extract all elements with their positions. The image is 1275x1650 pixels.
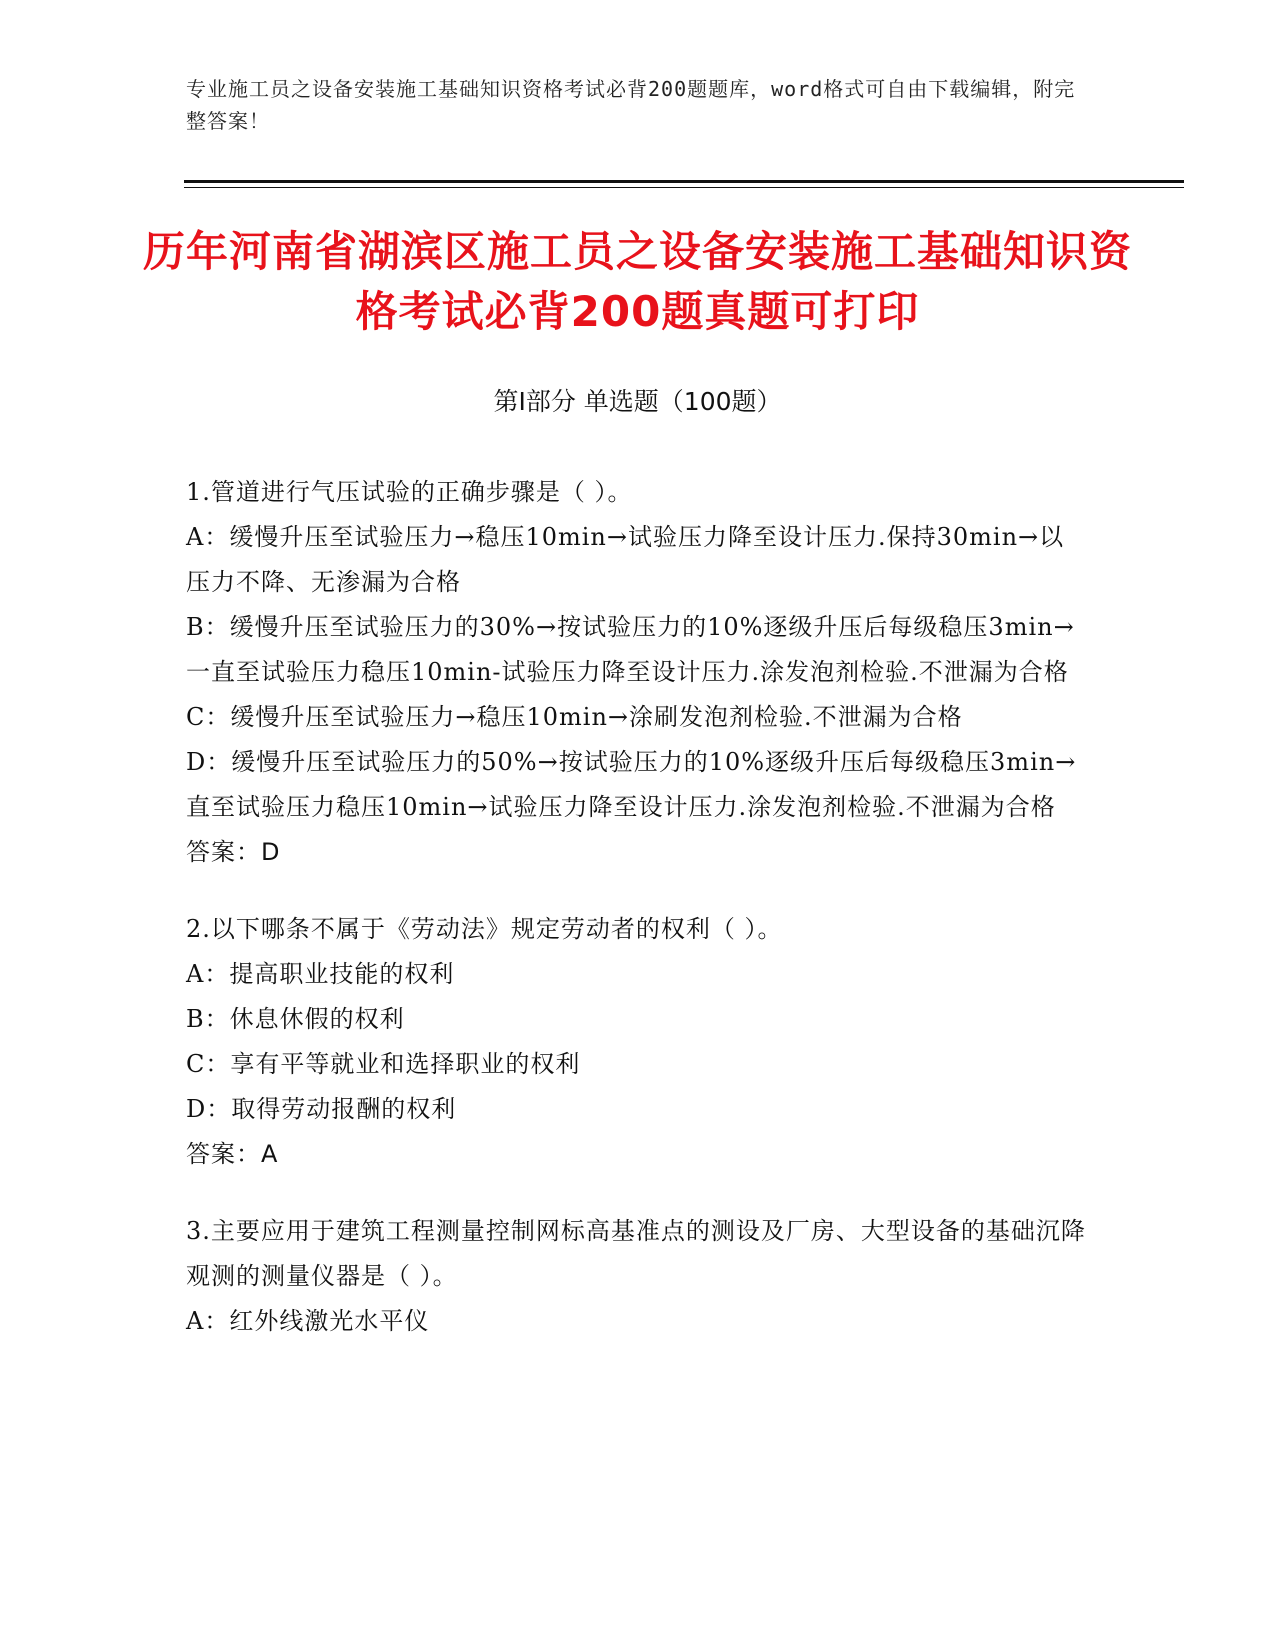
answer: 答案：A [186,1140,279,1168]
question-3 [186,1209,1086,1344]
option-c: C：享有平等就业和选择职业的权利 [186,1050,581,1078]
section-heading: 第Ⅰ部分 单选题（100题） [493,387,782,416]
question-list [186,470,1086,1376]
question-stem: 3.主要应用于建筑工程测量控制网标高基准点的测设及厂房、大型设备的基础沉降观测的测量仪器是（ ）。 [186,1217,1086,1290]
option-c: C：缓慢升压至试验压力→稳压10min→涂刷发泡剂检验.不泄漏为合格 [186,703,963,731]
divider-thin [184,187,1184,188]
option-a: A：缓慢升压至试验压力→稳压10min→试验压力降至设计压力.保持30min→以压力不降、无渗漏为合格 [186,523,1065,596]
document-title: 历年河南省湖滨区施工员之设备安装施工基础知识资格考试必背200题真题可打印 [142,227,1132,336]
question-stem: 2.以下哪条不属于《劳动法》规定劳动者的权利（ ）。 [186,915,783,943]
answer: 答案：D [186,838,281,866]
option-d: D：取得劳动报酬的权利 [186,1095,457,1123]
option-b: B：休息休假的权利 [186,1005,405,1033]
header-note: 专业施工员之设备安装施工基础知识资格考试必背200题题库，word格式可自由下载编辑，附完整答案！ [186,77,1076,133]
question-2 [186,907,1086,1177]
question-1 [186,470,1086,875]
option-a: A：红外线激光水平仪 [186,1307,430,1335]
divider-thick [184,180,1184,183]
option-b: B：缓慢升压至试验压力的30%→按试验压力的10%逐级升压后每级稳压3min→一直至试验压力稳压10min-试验压力降至设计压力.涂发泡剂检验.不泄漏为合格 [186,613,1075,686]
question-stem: 1.管道进行气压试验的正确步骤是（ ）。 [186,478,633,506]
option-a: A：提高职业技能的权利 [186,960,455,988]
option-d: D：缓慢升压至试验压力的50%→按试验压力的10%逐级升压后每级稳压3min→直至试验压力稳压10min→试验压力降至设计压力.涂发泡剂检验.不泄漏为合格 [186,748,1077,821]
